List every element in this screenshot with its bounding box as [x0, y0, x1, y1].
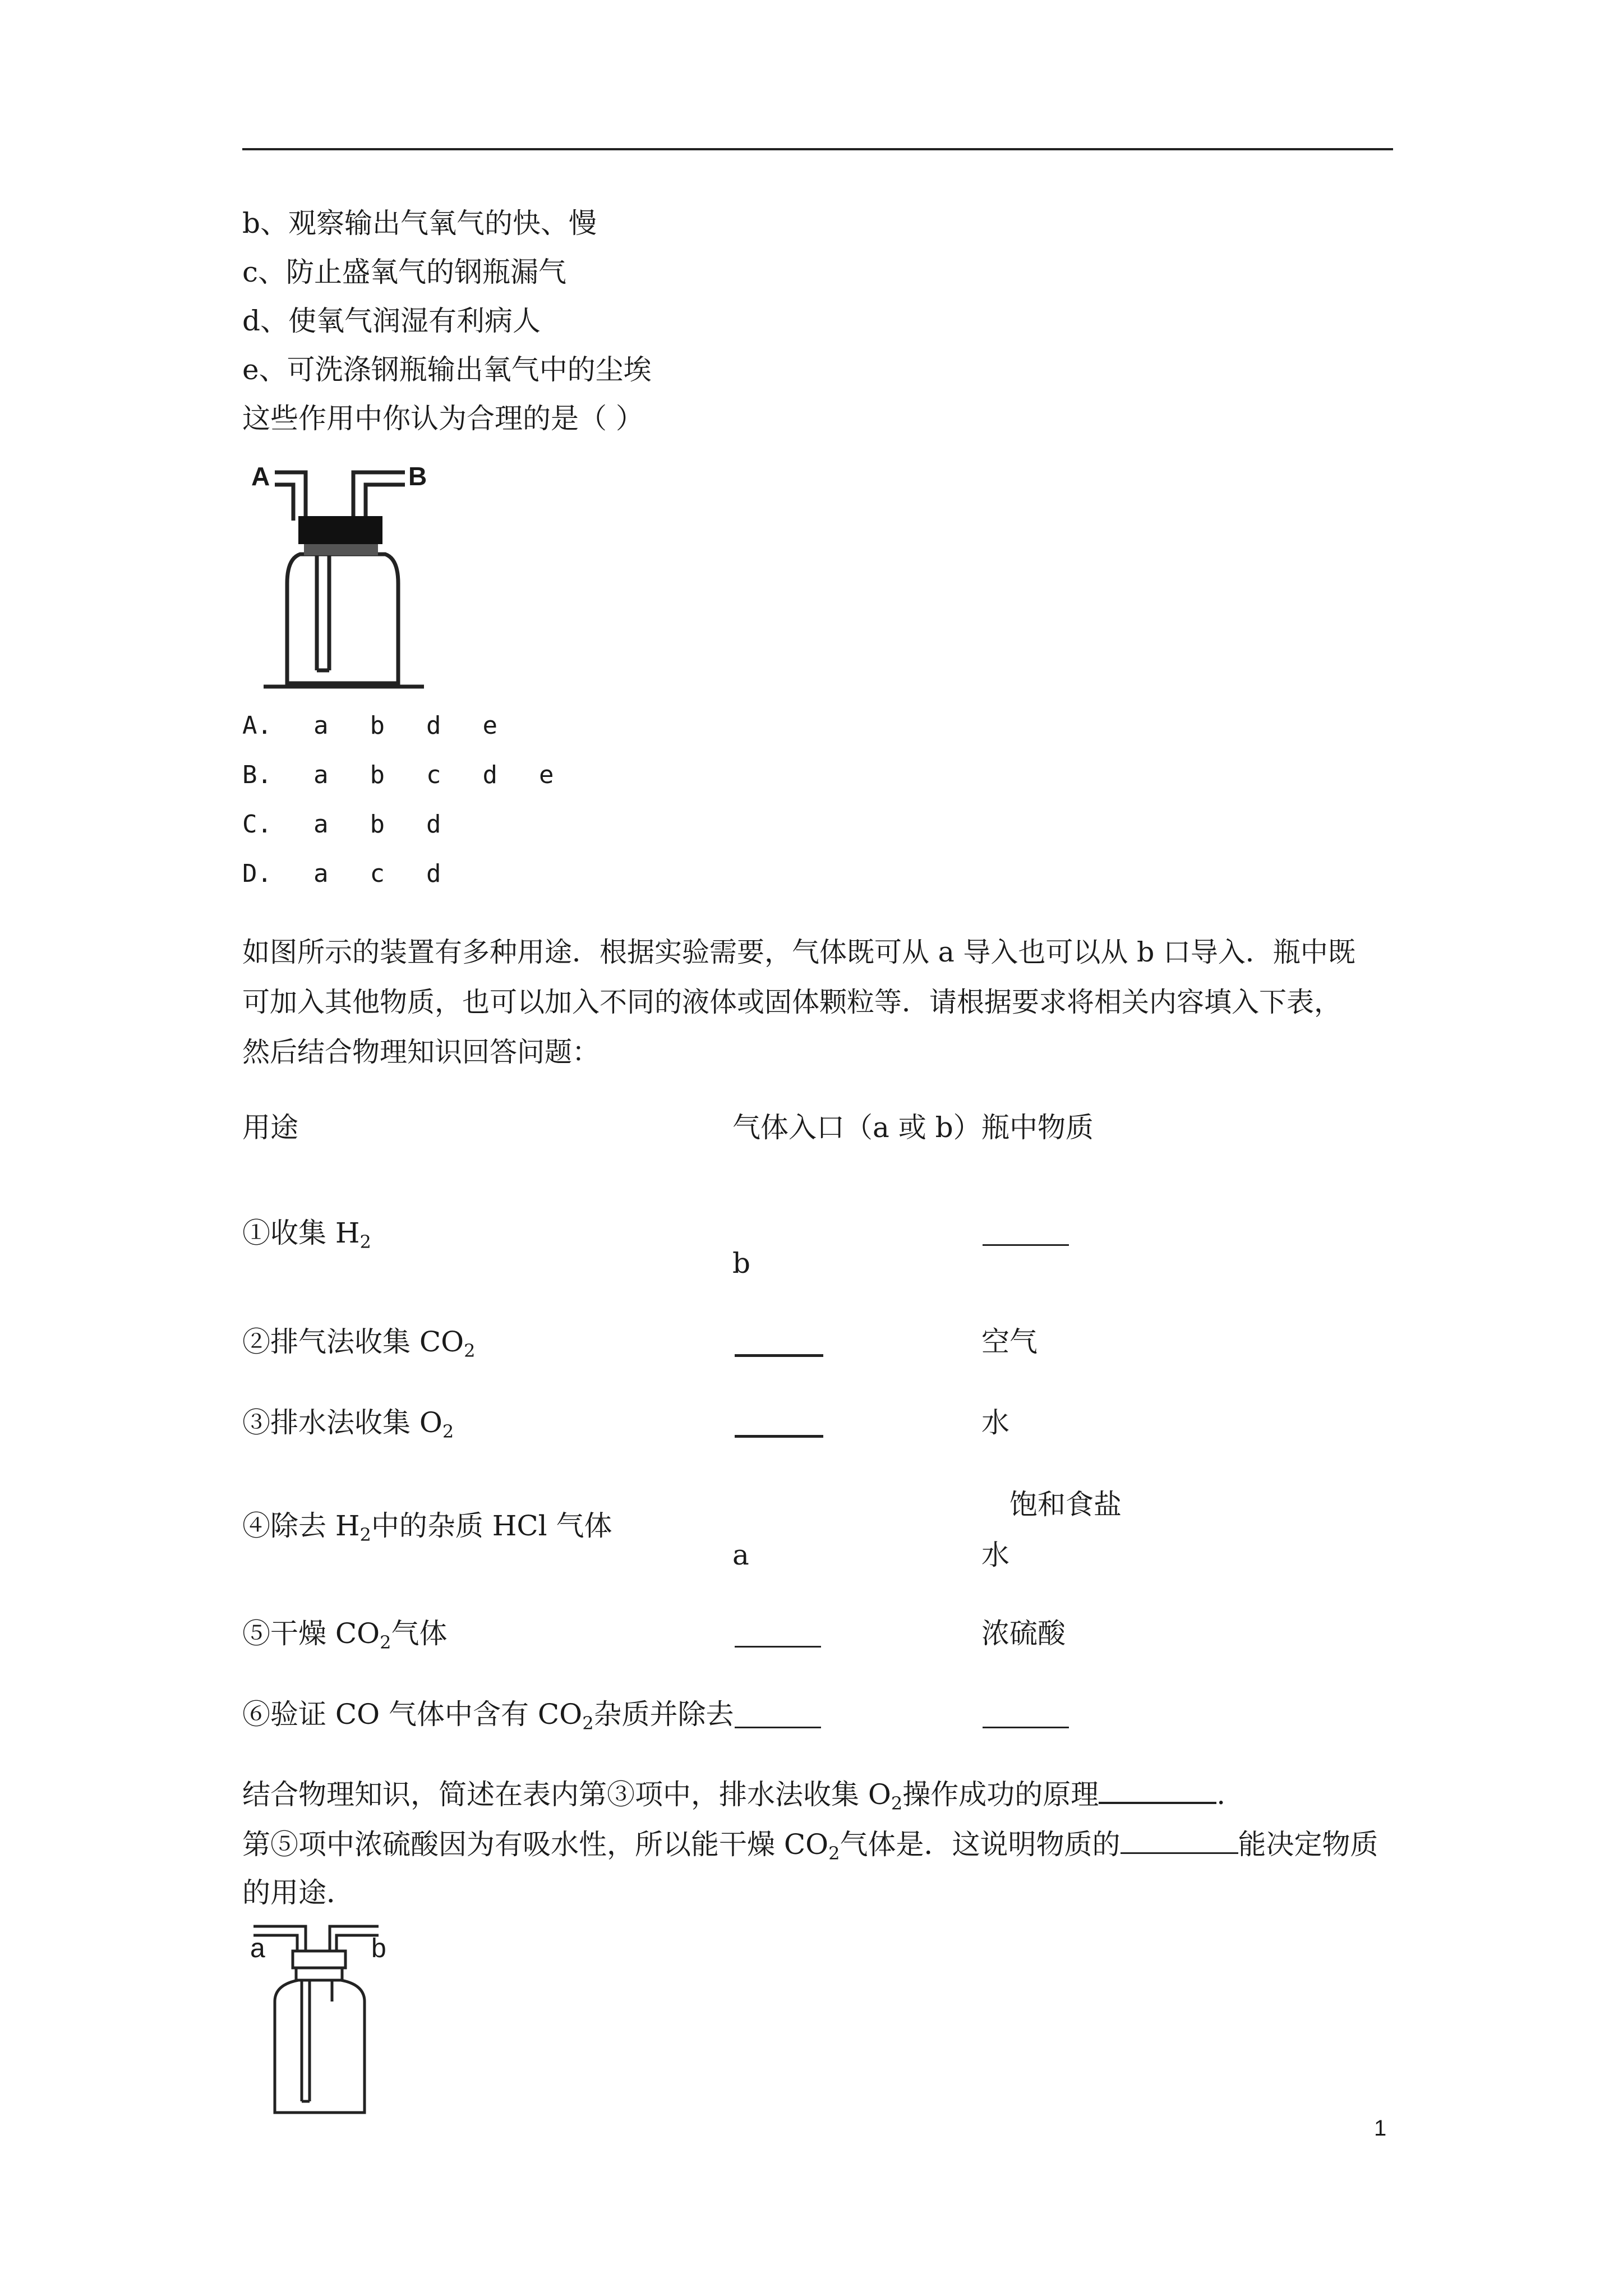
figure1-label-b: B: [408, 462, 427, 491]
row5-inlet-blank: [735, 1620, 821, 1648]
intro-line-1: 如图所示的装置有多种用途．根据实验需要，气体既可从 a 导入也可以从 b 口导入．瓶中既: [242, 936, 1355, 968]
row4-use: ④除去 $H_2$中的杂质 HCl 气体: [242, 1510, 612, 1545]
row6-use: ⑥验证 CO 气体中含有 $CO_2$杂质并除去: [242, 1698, 734, 1734]
row1-inlet: b: [732, 1247, 751, 1280]
figure1-label-a: A: [251, 462, 270, 491]
gas-bottle-figure-2: [252, 1918, 393, 2120]
row4-substance-line2: 水: [981, 1539, 1009, 1571]
header-use: 用途: [242, 1111, 298, 1144]
row4-inlet: a: [732, 1539, 749, 1571]
row6-substance-blank: [983, 1701, 1069, 1728]
choice-c: C. a b d: [242, 810, 441, 839]
row2-use: ②排气法收集 $CO_2$: [242, 1326, 476, 1361]
figure2-label-b: b: [371, 1934, 386, 1963]
row3-use: ③排水法收集 $O_2$: [242, 1406, 454, 1442]
intro-line-3: 然后结合物理知识回答问题：: [242, 1036, 600, 1068]
header-inlet: 气体入口（a 或 b）: [732, 1111, 981, 1144]
gas-bottle-figure-1: [258, 460, 426, 696]
option-d: d、使氧气润湿有利病人: [242, 305, 541, 337]
figure2-label-a: a: [250, 1934, 265, 1963]
intro-line-2: 可加入其他物质，也可以加入不同的液体或固体颗粒等．请根据要求将相关内容填入下表，: [242, 986, 1342, 1018]
row5-substance: 浓硫酸: [981, 1617, 1066, 1650]
row3-inlet-blank: [735, 1409, 823, 1438]
row4-substance-line1: 饱和食盐: [1009, 1488, 1122, 1521]
question-1: 结合物理知识，简述在表内第③项中，排水法收集 $O_2$操作成功的原理 .: [242, 1776, 1225, 1820]
option-c: c、防止盛氧气的钢瓶漏气: [242, 256, 567, 288]
choice-d: D. a c d: [242, 859, 441, 888]
header-rule: [242, 148, 1393, 150]
question-text: 这些作用中你认为合理的是（ ）: [242, 402, 644, 435]
question-2-blank: [1121, 1826, 1238, 1854]
choice-a: A. a b d e: [242, 711, 497, 740]
row2-substance: 空气: [981, 1326, 1038, 1358]
row1-substance-blank: [983, 1218, 1069, 1246]
row6-inlet-blank: [735, 1701, 821, 1728]
page-number: 1: [1374, 2116, 1387, 2141]
option-e: e、可洗涤钢瓶输出氧气中的尘埃: [242, 353, 652, 386]
option-b: b、观察输出气氧气的快、慢: [242, 207, 597, 240]
row1-use: ①收集 $H_2$: [242, 1217, 371, 1253]
question-3: 的用途．: [242, 1876, 354, 1909]
question-1-blank: [1099, 1776, 1216, 1804]
row5-use: ⑤干燥 $CO_2$气体: [242, 1617, 448, 1653]
header-substance: 瓶中物质: [981, 1111, 1094, 1144]
choice-b: B. a b c d e: [242, 761, 554, 789]
row2-inlet-blank: [735, 1328, 823, 1357]
question-2: 第⑤项中浓硫酸因为有吸水性，所以能干燥 $CO_2$气体是．这说明物质的 能决定物质: [242, 1826, 1378, 1870]
row3-substance: 水: [981, 1406, 1009, 1439]
